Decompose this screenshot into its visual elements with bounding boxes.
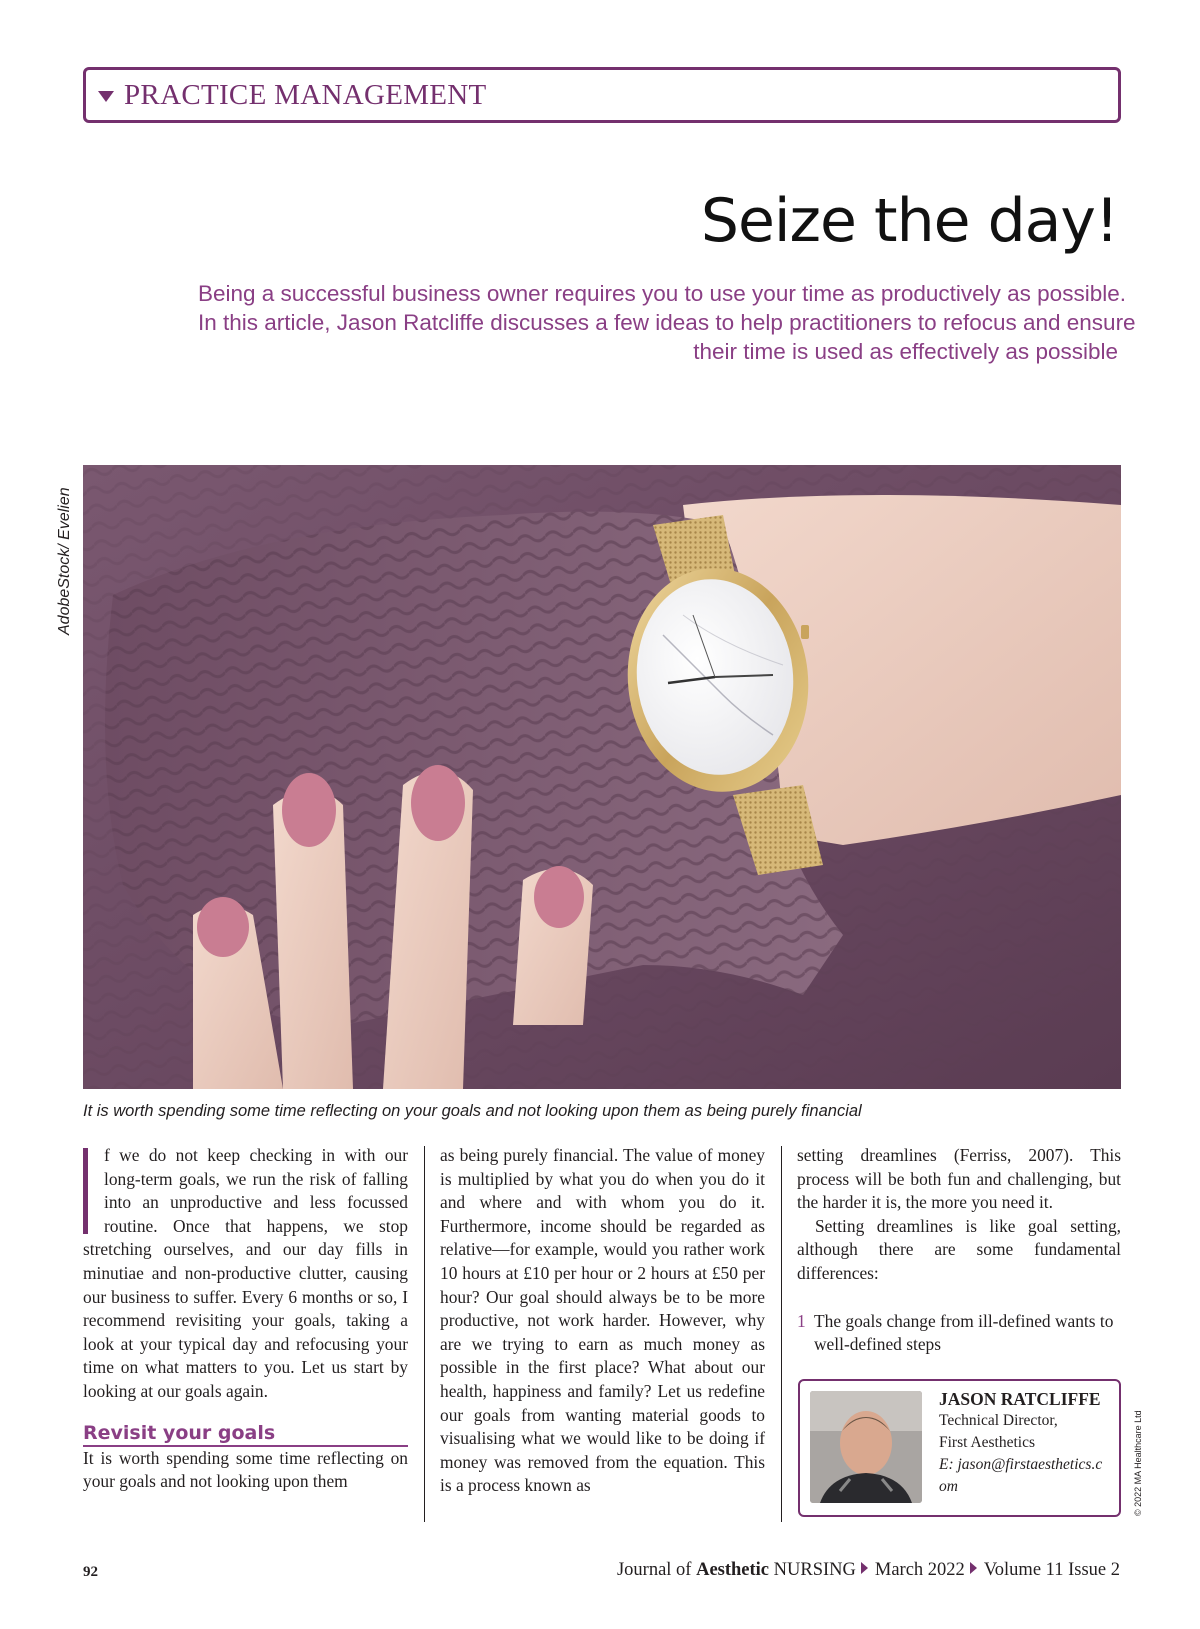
list-number: 1 bbox=[797, 1310, 806, 1331]
body-paragraph bbox=[83, 1144, 408, 1404]
dropcap bbox=[83, 1148, 88, 1234]
subhead: Revisit your goals bbox=[83, 1422, 408, 1447]
photo-credit: AdobeStock/ Evelien bbox=[56, 487, 73, 635]
column-divider bbox=[424, 1146, 425, 1522]
author-role: Technical Director, bbox=[939, 1412, 1058, 1429]
body-column-1 bbox=[83, 1144, 408, 1494]
author-name: JASON RATCLIFFE bbox=[939, 1389, 1101, 1409]
body-column-2 bbox=[440, 1144, 765, 1498]
body-paragraph: It is worth spending some time reflecting on your goals and not looking upon them bbox=[83, 1447, 408, 1492]
body-paragraph: setting dreamlines (Ferriss, 2007). This process will be both fun and challenging, but the harder it is, the more you need it. bbox=[797, 1145, 1121, 1213]
author-details bbox=[939, 1388, 1109, 1505]
body-paragraph: Setting dreamlines is like goal setting, although there are some fundamental differences: bbox=[797, 1215, 1121, 1283]
list-text: The goals change from ill-defined wants to well-defined steps bbox=[814, 1310, 1114, 1355]
body-column-3 bbox=[797, 1144, 1121, 1357]
triangle-down-icon bbox=[98, 91, 114, 102]
body-text: f we do not keep checking in with our long-term goals, we run the risk of falling into an unproductive and less focussed routine. Once that happens, we stop stretching ourselves, and our day fills in minutiae and non-productive clutter, causing our business to suffer. Every 6 months or so, I recommend revisiting your goals, taking a look at your typical day and refocusing your time on what matters to you. Let us start by looking at our goals again. bbox=[83, 1145, 408, 1401]
article-title: Seize the day! bbox=[700, 186, 1118, 256]
standfirst-line: Being a successful business owner requires you to use your time as productively as possible. bbox=[198, 281, 1126, 306]
author-email: E: jason@firstaesthetics.com bbox=[939, 1456, 1103, 1495]
issue-date: March 2022 bbox=[874, 1560, 965, 1580]
standfirst-line: their time is used as effectively as possible bbox=[693, 339, 1118, 364]
section-label: PRACTICE MANAGEMENT bbox=[124, 78, 487, 111]
journal-prefix: Journal of bbox=[616, 1560, 697, 1580]
body-paragraph: as being purely financial. The value of money is multiplied by what you do when you do it and where and with whom you do it. Furthermore, income should be regarded as relative—for example, would you rather work 10 hours at £10 per hour or 2 hours at £50 per hour? Our goal should always be to be more productive, not work harder. However, why are we trying to earn as much money as possible in the first place? What about our health, happiness and family? Let us redefine our goals from wanting material goods to visualising what we would like to be doing if money was removed from the equation. This is a process known as bbox=[440, 1145, 765, 1496]
journal-bold: Aesthetic bbox=[696, 1560, 770, 1580]
issue-volume: Volume 11 Issue 2 bbox=[983, 1560, 1120, 1580]
author-company: First Aesthetics bbox=[939, 1434, 1036, 1451]
article-photo bbox=[83, 465, 1121, 1089]
photo-caption: It is worth spending some time reflecting on your goals and not looking upon them as being purely financial bbox=[83, 1102, 862, 1120]
author-photo bbox=[810, 1391, 922, 1503]
page-number: 92 bbox=[83, 1564, 98, 1580]
author-bio bbox=[798, 1379, 1121, 1517]
journal-suffix: NURSING bbox=[769, 1560, 856, 1580]
list-item bbox=[797, 1310, 1121, 1357]
triangle-right-icon bbox=[861, 1562, 868, 1574]
standfirst bbox=[198, 279, 1136, 366]
copyright-notice: © 2022 MA Healthcare Ltd bbox=[1133, 1410, 1143, 1516]
section-header bbox=[83, 67, 1121, 123]
journal-footer bbox=[617, 1560, 1120, 1581]
standfirst-line: In this article, Jason Ratcliffe discusses a few ideas to help practitioners to refocus and ensure bbox=[198, 310, 1136, 335]
triangle-right-icon bbox=[970, 1562, 977, 1574]
column-divider bbox=[781, 1146, 782, 1522]
